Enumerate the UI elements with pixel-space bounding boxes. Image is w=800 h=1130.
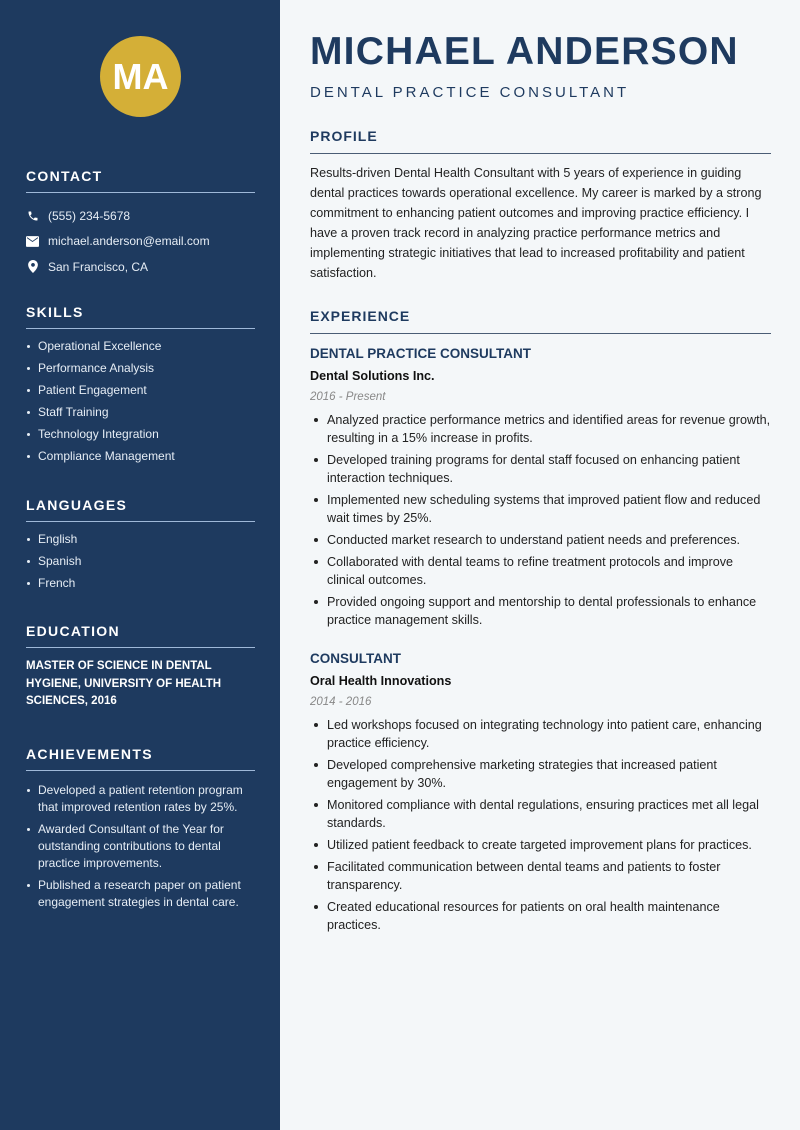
achievement-item: Developed a patient retention program that improved retention rates by 25%.: [26, 782, 255, 816]
job-dates: 2016 - Present: [310, 391, 386, 403]
experience-entry: [310, 649, 771, 938]
skill-item: Staff Training: [26, 404, 255, 421]
section-heading: CONTACT: [26, 168, 255, 193]
job-bullet: Led workshops focused on integrating technology into patient care, enhancing practice efficiency.: [310, 716, 771, 752]
job-dates: 2014 - 2016: [310, 696, 372, 708]
email-icon: [26, 235, 39, 248]
job-bullet: Collaborated with dental teams to refine treatment protocols and improve clinical outcomes.: [310, 553, 771, 589]
achievement-item: Awarded Consultant of the Year for outstanding contributions to dental practice improvements.: [26, 821, 255, 872]
section-heading: LANGUAGES: [26, 497, 255, 522]
skills-list: [26, 338, 255, 465]
skill-item: Compliance Management: [26, 448, 255, 465]
contact-email: [26, 229, 255, 255]
experience-heading: EXPERIENCE: [310, 308, 771, 334]
company-name: Dental Solutions Inc.: [310, 369, 435, 383]
contact-list: [26, 203, 255, 280]
profile-heading: PROFILE: [310, 128, 771, 154]
contact-phone: [26, 203, 255, 229]
job-bullets: [310, 411, 771, 629]
job-bullet: Created educational resources for patients on oral health maintenance practices.: [310, 898, 771, 934]
languages-list: [26, 531, 255, 592]
education-section: [26, 623, 255, 711]
phone-icon: [26, 209, 39, 222]
location-text: San Francisco, CA: [48, 259, 149, 274]
language-item: French: [26, 575, 255, 592]
avatar: [100, 36, 181, 117]
email-text: michael.anderson@email.com: [48, 234, 210, 249]
avatar-initials: MA: [112, 55, 169, 97]
achievements-section: [26, 746, 255, 916]
sidebar: [0, 0, 280, 1130]
section-heading: SKILLS: [26, 304, 255, 329]
contact-section: [26, 168, 255, 280]
experience-entry: [310, 344, 771, 633]
job-title: DENTAL PRACTICE CONSULTANT: [310, 346, 531, 361]
phone-text: (555) 234-5678: [48, 208, 131, 223]
achievements-list: [26, 782, 255, 911]
education-entry: MASTER OF SCIENCE IN DENTAL HYGIENE, UNIVERSITY OF HEALTH SCIENCES, 2016: [26, 660, 222, 707]
languages-section: [26, 497, 255, 597]
section-heading: EDUCATION: [26, 623, 255, 648]
job-bullet: Utilized patient feedback to create targeted improvement plans for practices.: [310, 836, 771, 854]
contact-location: [26, 254, 255, 280]
section-heading: ACHIEVEMENTS: [26, 746, 255, 771]
profile-summary: Results-driven Dental Health Consultant with 5 years of experience in guiding dental practices towards operational excellence. My career is marked by a strong commitment to enhancing patient outcomes and improving practice efficiency. I have a proven track record in analyzing practice performance metrics and implementing strategic initiatives that lead to increased profitability and patient satisfaction.: [310, 166, 762, 280]
skill-item: Performance Analysis: [26, 360, 255, 377]
skill-item: Patient Engagement: [26, 382, 255, 399]
job-bullet: Developed training programs for dental staff focused on enhancing patient interaction techniques.: [310, 451, 771, 487]
language-item: Spanish: [26, 553, 255, 570]
job-bullet: Provided ongoing support and mentorship to dental professionals to enhance practice management skills.: [310, 593, 771, 629]
job-bullet: Implemented new scheduling systems that improved patient flow and reduced wait times by 25%.: [310, 491, 771, 527]
achievement-item: Published a research paper on patient engagement strategies in dental care.: [26, 877, 255, 911]
job-bullet: Analyzed practice performance metrics and identified areas for revenue growth, resulting in a 15% increase in profits.: [310, 411, 771, 447]
language-item: English: [26, 531, 255, 548]
job-bullet: Monitored compliance with dental regulations, ensuring practices met all legal standards.: [310, 796, 771, 832]
company-name: Oral Health Innovations: [310, 674, 452, 688]
skill-item: Operational Excellence: [26, 338, 255, 355]
candidate-name: MICHAEL ANDERSON: [310, 30, 739, 73]
job-bullet: Developed comprehensive marketing strategies that increased patient engagement by 30%.: [310, 756, 771, 792]
job-bullets: [310, 716, 771, 934]
skill-item: Technology Integration: [26, 426, 255, 443]
job-title-header: DENTAL PRACTICE CONSULTANT: [310, 84, 630, 101]
skills-section: [26, 304, 255, 470]
location-pin-icon: [26, 260, 39, 273]
job-bullet: Facilitated communication between dental teams and patients to foster transparency.: [310, 858, 771, 894]
job-bullet: Conducted market research to understand patient needs and preferences.: [310, 531, 771, 549]
job-title: CONSULTANT: [310, 651, 401, 666]
